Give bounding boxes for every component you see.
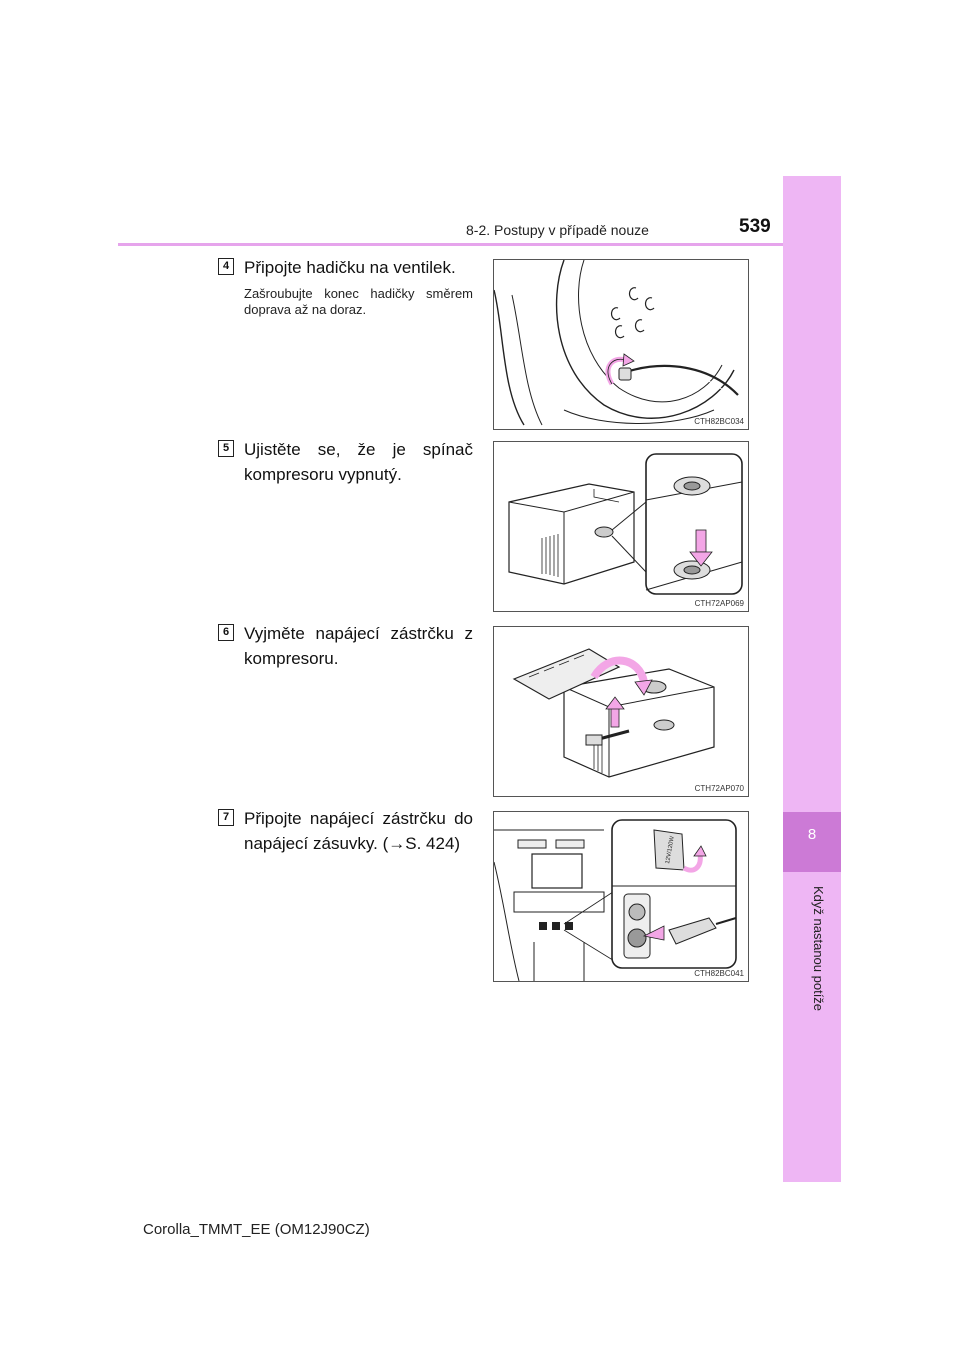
step-text: Ujistěte se, že je spínač kompresoru vypnutý. — [244, 440, 473, 484]
power-socket-illustration — [494, 812, 748, 981]
figure-code: CTH82BC041 — [694, 969, 744, 978]
chapter-side-tab — [783, 176, 841, 1182]
step-7 — [218, 806, 473, 856]
step-number-badge: 4 — [218, 258, 234, 275]
figure-hose-valve — [493, 259, 749, 430]
footer-document-id: Corolla_TMMT_EE (OM12J90CZ) — [143, 1221, 370, 1238]
figure-compressor-switch — [493, 441, 749, 612]
step-6 — [218, 621, 473, 671]
chapter-title: Když nastanou potíže — [811, 886, 826, 1012]
compressor-switch-illustration — [494, 442, 748, 611]
step-number-badge: 6 — [218, 624, 234, 641]
figure-code: CTH72AP069 — [694, 599, 744, 608]
step-number-badge: 5 — [218, 440, 234, 457]
step-text: Připojte napájecí zástrčku do napájecí zásuvky. (→S. 424) — [244, 809, 473, 853]
figure-code: CTH72AP070 — [694, 784, 744, 793]
section-title: 8-2. Postupy v případě nouze — [466, 222, 649, 238]
header-rule — [118, 243, 783, 246]
tire-valve-illustration — [494, 260, 748, 429]
remove-plug-illustration — [494, 627, 748, 796]
step-4 — [218, 255, 473, 318]
step-subtext: Zašroubujte konec hadičky směrem doprava až na doraz. — [244, 286, 473, 317]
step-text: Připojte hadičku na ventilek. — [244, 258, 456, 277]
step-number-badge: 7 — [218, 809, 234, 826]
page-number: 539 — [739, 216, 771, 237]
figure-remove-plug — [493, 626, 749, 797]
figure-code: CTH82BC034 — [694, 417, 744, 426]
figure-power-socket — [493, 811, 749, 982]
chapter-number: 8 — [807, 826, 817, 843]
socket-rating-label: 12V/120W — [665, 835, 676, 865]
step-text: Vyjměte napájecí zástrčku z kompresoru. — [244, 624, 473, 668]
step-5 — [218, 437, 473, 487]
